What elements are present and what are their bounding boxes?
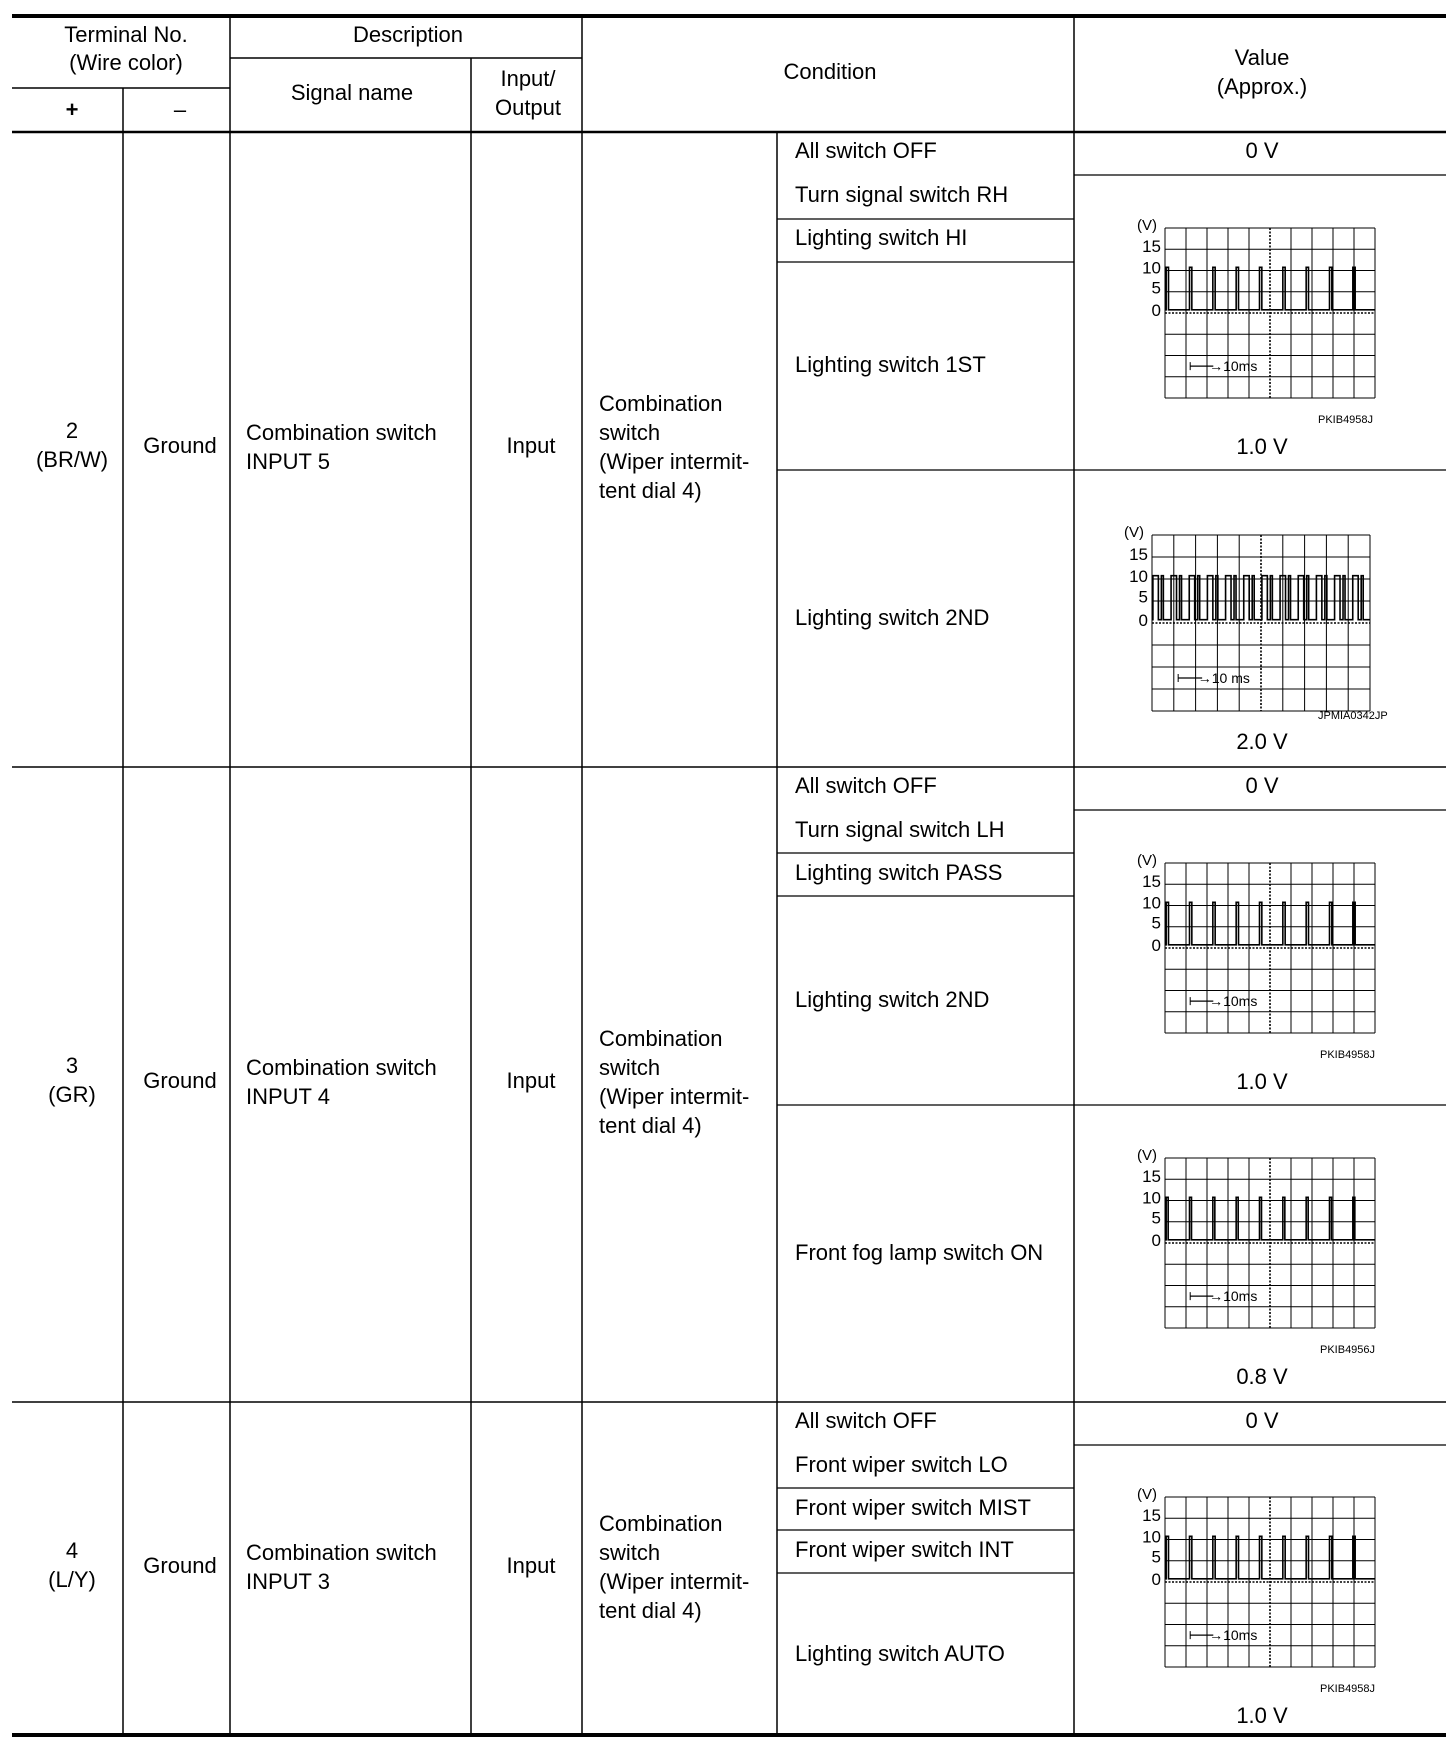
header-value: Value	[1234, 45, 1290, 70]
waveform-figure	[1125, 218, 1385, 418]
axis-tick-label: 10	[1142, 258, 1161, 278]
row-label: Front wiper switch INT	[795, 1537, 1014, 1562]
time-scale-label: →10ms	[1209, 358, 1258, 375]
signal-name: Combination switch	[246, 1055, 437, 1080]
row-label: All switch OFF	[795, 773, 937, 798]
row-value: 0 V	[1245, 773, 1279, 798]
row-label: Lighting switch 2ND	[795, 987, 990, 1012]
header-input-output: Input/	[500, 66, 556, 91]
header-value-approx: (Approx.)	[1216, 74, 1308, 99]
condition-label: Combination	[599, 1026, 723, 1051]
wire-color: (GR)	[48, 1082, 96, 1107]
time-scale-label: →10ms	[1209, 1288, 1258, 1305]
axis-tick-label: 5	[1151, 1208, 1161, 1228]
axis-tick-label: 10	[1142, 1188, 1161, 1208]
condition-label-2: switch	[599, 420, 661, 445]
row-label: All switch OFF	[795, 1408, 937, 1433]
row-value: 1.0 V	[1236, 434, 1288, 459]
row-label: Turn signal switch LH	[795, 817, 1005, 842]
condition-label: Combination	[599, 391, 723, 416]
ground-label: Ground	[143, 433, 217, 458]
axis-tick-label: 15	[1142, 872, 1161, 892]
condition-label-4: tent dial 4)	[599, 478, 702, 503]
row-value: 1.0 V	[1236, 1703, 1288, 1728]
axis-tick-label: 15	[1142, 1167, 1161, 1187]
row-label: Turn signal switch RH	[795, 182, 1009, 207]
axis-unit: (V)	[1137, 1486, 1157, 1503]
waveform-figure	[1125, 1487, 1385, 1687]
condition-label-4: tent dial 4)	[599, 1113, 702, 1138]
condition-label: Combination	[599, 1511, 723, 1536]
row-label: Lighting switch HI	[795, 225, 968, 250]
header-description: Description	[352, 22, 464, 47]
axis-tick-label: 0	[1138, 610, 1148, 630]
axis-unit: (V)	[1137, 1147, 1157, 1164]
time-scale-label: →10ms	[1209, 993, 1258, 1010]
header-terminal-no: Terminal No.	[64, 22, 188, 47]
axis-tick-label: 10	[1129, 566, 1148, 586]
axis-unit: (V)	[1137, 852, 1157, 869]
terminal-number: 3	[65, 1053, 79, 1078]
signal-name: Combination switch	[246, 420, 437, 445]
figure-code: JPMIA0342JP	[1318, 710, 1388, 722]
figure-code: PKIB4958J	[1318, 414, 1374, 426]
axis-tick-label: 15	[1129, 544, 1148, 564]
row-value: 0 V	[1245, 1408, 1279, 1433]
waveform-figure	[1125, 1148, 1385, 1348]
figure-code: PKIB4958J	[1320, 1049, 1376, 1061]
row-label: All switch OFF	[795, 138, 937, 163]
row-label: Lighting switch 1ST	[795, 352, 986, 377]
condition-label-3: (Wiper intermit-	[599, 449, 750, 474]
time-scale-label: →10ms	[1209, 1627, 1258, 1644]
row-label: Lighting switch 2ND	[795, 605, 990, 630]
axis-tick-label: 10	[1142, 1527, 1161, 1547]
axis-tick-label: 15	[1142, 1506, 1161, 1526]
condition-label-3: (Wiper intermit-	[599, 1569, 750, 1594]
io-label: Input	[506, 1068, 556, 1093]
condition-label-2: switch	[599, 1540, 661, 1565]
row-label: Lighting switch AUTO	[795, 1641, 1005, 1666]
axis-tick-label: 5	[1151, 278, 1161, 298]
wire-color: (BR/W)	[35, 447, 109, 472]
condition-label-3: (Wiper intermit-	[599, 1084, 750, 1109]
axis-tick-label: 15	[1142, 237, 1161, 257]
row-value: 0.8 V	[1236, 1364, 1288, 1389]
signal-name: Combination switch	[246, 1540, 437, 1565]
header-wire-color: (Wire color)	[69, 50, 183, 75]
row-label: Front wiper switch LO	[795, 1452, 1008, 1477]
waveform-figure	[1125, 853, 1385, 1053]
signal-name-2: INPUT 4	[246, 1084, 330, 1109]
signal-name-2: INPUT 3	[246, 1569, 330, 1594]
axis-tick-label: 0	[1151, 935, 1161, 955]
axis-tick-label: 0	[1151, 1569, 1161, 1589]
header-plus: +	[65, 97, 79, 122]
signal-name-2: INPUT 5	[246, 449, 330, 474]
waveform-figure	[1112, 525, 1380, 731]
figure-code: PKIB4958J	[1320, 1683, 1376, 1695]
terminal-number: 4	[65, 1538, 79, 1563]
axis-unit: (V)	[1137, 217, 1157, 234]
axis-tick-label: 5	[1138, 587, 1148, 607]
axis-tick-label: 0	[1151, 300, 1161, 320]
row-label: Lighting switch PASS	[795, 860, 1003, 885]
header-minus: –	[173, 97, 187, 122]
terminal-number: 2	[65, 418, 79, 443]
header-input-output-2: Output	[494, 95, 562, 120]
figure-code: PKIB4956J	[1320, 1344, 1376, 1356]
ground-label: Ground	[143, 1068, 217, 1093]
row-value: 0 V	[1245, 138, 1279, 163]
wire-color: (L/Y)	[48, 1567, 96, 1592]
header-signal-name: Signal name	[290, 80, 414, 105]
row-label: Front wiper switch MIST	[795, 1495, 1031, 1520]
io-label: Input	[506, 1553, 556, 1578]
header-condition: Condition	[783, 59, 877, 84]
axis-tick-label: 10	[1142, 893, 1161, 913]
condition-label-2: switch	[599, 1055, 661, 1080]
row-value: 2.0 V	[1236, 729, 1288, 754]
row-value: 1.0 V	[1236, 1069, 1288, 1094]
axis-tick-label: 5	[1151, 913, 1161, 933]
row-label: Front fog lamp switch ON	[795, 1240, 1044, 1265]
axis-tick-label: 0	[1151, 1230, 1161, 1250]
time-scale-label: →10 ms	[1197, 670, 1250, 686]
axis-unit: (V)	[1124, 524, 1144, 541]
ground-label: Ground	[143, 1553, 217, 1578]
condition-label-4: tent dial 4)	[599, 1598, 702, 1623]
axis-tick-label: 5	[1151, 1547, 1161, 1567]
io-label: Input	[506, 433, 556, 458]
